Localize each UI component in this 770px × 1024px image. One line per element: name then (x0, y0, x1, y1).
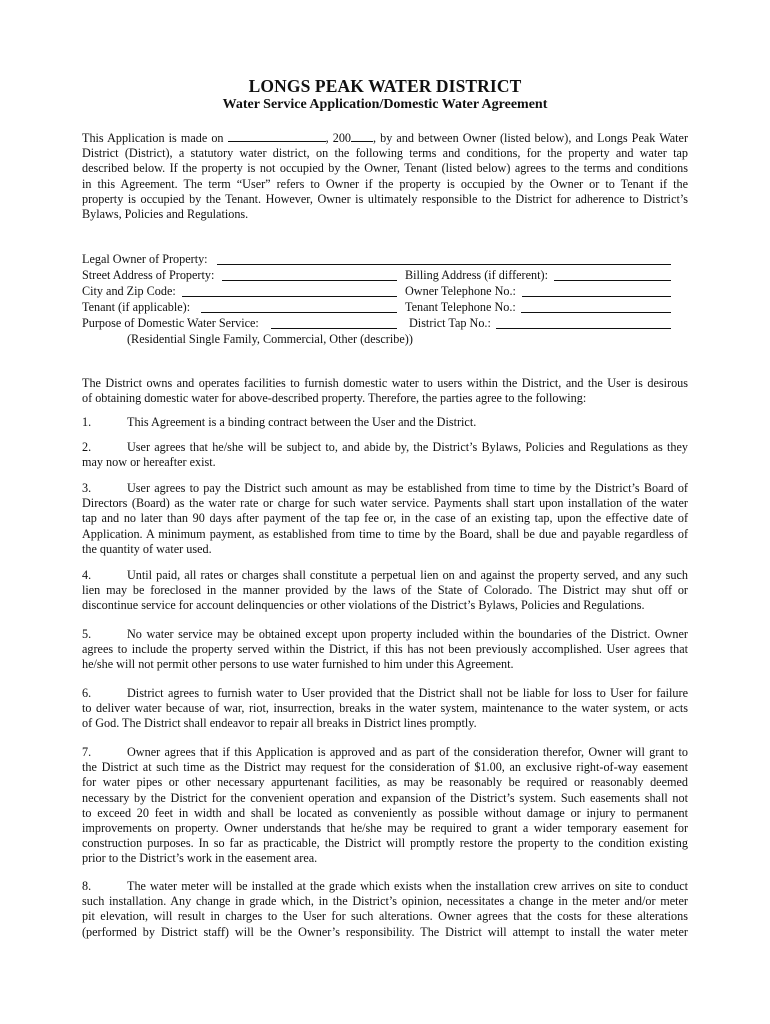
city-zip-field[interactable] (182, 284, 397, 297)
purpose-label: Purpose of Domestic Water Service: (82, 316, 259, 330)
document-subtitle: Water Service Application/Domestic Water Agreement (222, 97, 548, 112)
clause-4-number: 4. (82, 568, 92, 582)
clause-6-number: 6. (82, 686, 92, 700)
tenant-label: Tenant (if applicable): (82, 300, 191, 314)
tenant-phone-label: Tenant Telephone No.: (405, 300, 516, 314)
clause-7-number: 7. (82, 745, 92, 759)
intro-line-3: described below. If the property is not occupied by the Owner, Tenant (listed below) agrees to the terms and conditions (82, 161, 688, 176)
city-zip-label: City and Zip Code: (82, 284, 176, 298)
clause-1-number: 1. (82, 415, 92, 429)
intro-line-1: This Application is made on , 200 , by and between Owner (listed below), and Longs Peak Water (82, 131, 689, 145)
purpose-note: (Residential Single Family, Commercial, Other (describe)) (127, 332, 413, 346)
tap-no-label: District Tap No.: (409, 316, 491, 330)
intro-line-4: in this Agreement. The term “User” refers to Owner if the property is occupied by the Owner or to Tenant if the (82, 176, 688, 191)
intro-paragraph (82, 129, 688, 222)
clause-3-number: 3. (82, 481, 92, 495)
street-address-field[interactable] (222, 268, 397, 281)
tenant-phone-field[interactable] (521, 300, 671, 313)
year-blank[interactable] (351, 129, 373, 142)
billing-address-field[interactable] (554, 268, 671, 281)
tenant-row (82, 300, 688, 316)
owner-phone-field[interactable] (522, 284, 671, 297)
intro-line-6: Bylaws, Policies and Regulations. (82, 207, 249, 222)
billing-address-label: Billing Address (if different): (405, 268, 548, 282)
clause-5: 5. No water service may be obtained except upon property included within the boundaries of the District. Owner agrees to include the property served within the District, if this has not been previously accomplished. User agrees that he/she will not permit other persons to use water furnished to him under this Agreement. (82, 627, 688, 672)
clause-8-number: 8. (82, 879, 92, 893)
legal-owner-field[interactable] (217, 252, 671, 265)
preamble-paragraph: The District owns and operates facilities to furnish domestic water to users within the District, and the User is desirous of obtaining domestic water for above-described property. Therefore, the parties agree to the following: (82, 376, 688, 406)
clause-3: 3. User agrees to pay the District such amount as may be established from time to time by the District’s Board of Directors (Board) as the water rate or charge for such water service. Payments shall start upon installation of the water tap and no later than 90 days after payment of the tap fee or, in the case of an existing tap, upon the effective date of Application. A minimum payment, as established from time to time by the Board, shall be due and payable regardless of the quantity of water used. (82, 481, 688, 556)
legal-owner-label: Legal Owner of Property: (82, 252, 208, 266)
purpose-field[interactable] (271, 316, 397, 329)
intro-line-2: District (District), a statutory water district, on the following terms and conditions, for the property and water tap (82, 146, 688, 161)
clause-2-number: 2. (82, 440, 92, 454)
owner-phone-label: Owner Telephone No.: (405, 284, 516, 298)
clause-5-number: 5. (82, 627, 92, 641)
purpose-row (82, 316, 688, 332)
date-blank[interactable] (228, 129, 326, 142)
legal-owner-row (82, 252, 688, 268)
clause-2: 2. User agrees that he/she will be subject to, and abide by, the District’s Bylaws, Policies and Regulations as they may now or hereafter exist. (82, 440, 688, 470)
tenant-field[interactable] (201, 300, 397, 313)
clause-6: 6. District agrees to furnish water to User provided that the District shall not be liable for loss to User for failure to deliver water because of war, riot, insurrection, breaks in the water system, maintenance to the water system, or acts of God. The District shall endeavor to repair all breaks in District lines promptly. (82, 686, 688, 731)
city-zip-row (82, 284, 688, 300)
street-address-row (82, 268, 688, 284)
street-address-label: Street Address of Property: (82, 268, 215, 282)
clause-8: 8. The water meter will be installed at the grade which exists when the installation crew arrives on site to conduct such installation. Any change in grade which, in the District’s opinion, necessitates a change in the meter and/or meter pit elevation, will result in charges to the User for such alterations. Owner agrees that the costs for these alterations (performed by District staff) will be the Owner’s responsibility. The District will attempt to install the water meter (82, 879, 688, 939)
clause-1: 1. This Agreement is a binding contract between the User and the District. (82, 415, 477, 429)
tap-no-field[interactable] (496, 316, 671, 329)
clause-4: 4. Until paid, all rates or charges shall constitute a perpetual lien on and against the property served, and any such lien may be foreclosed in the manner provided by the laws of the State of Colorado. The District may shut off or discontinue service for account delinquencies or other violations of the District’s Bylaws, Policies and Regulations. (82, 568, 688, 613)
intro-line-5: property is occupied by the Tenant. However, Owner is ultimately responsible to the District for adherence to District’s (82, 191, 688, 206)
clause-7: 7. Owner agrees that if this Application is approved and as part of the consideration therefor, Owner will grant to the District at such time as the District may request for the consideration of $1.00, an exclusive right-of-way easement for water pipes or other necessary appurtenant facilities, as may be reasonably be required or reasonably deemed necessary by the District for the convenient operation and expansion of the District’s system. Such easements shall not to exceed 20 feet in width and shall be located as conveniently as possible without damage or injury to permanent improvements on property. Owner understands that he/she may be required to grant a wider temporary easement for construction purposes. In so far as practicable, the District will promptly restore the property to the condition existing prior to the District’s work in the easement area. (82, 745, 688, 866)
document-title: LONGS PEAK WATER DISTRICT (248, 76, 522, 96)
